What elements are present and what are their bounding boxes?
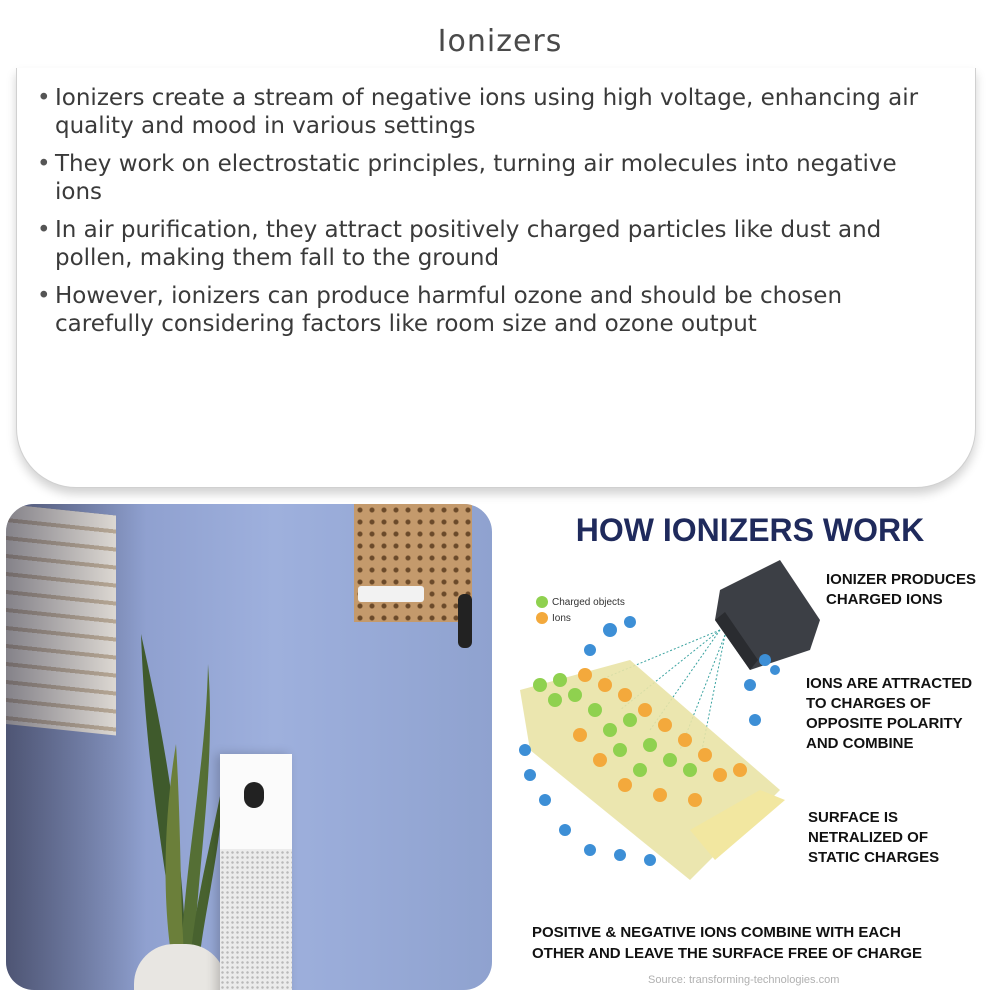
pegboard <box>354 504 472 622</box>
diagram-caption <box>532 922 962 964</box>
bullet-item: • However, ionizers can produce harmful ozone and should be chosen carefully considering factors like room size and ozone output <box>37 282 945 338</box>
summary-card <box>16 68 976 488</box>
legend-ions-label: Ions <box>552 612 571 624</box>
label-line: AND COMBINE <box>806 735 914 752</box>
label-line: OPPOSITE POLARITY <box>806 715 963 732</box>
legend-charged-label: Charged objects <box>552 596 625 608</box>
label-line: IONS ARE ATTRACTED <box>806 675 973 692</box>
diagram-title: HOW IONIZERS WORK <box>575 512 925 548</box>
page-title: Ionizers <box>437 24 563 59</box>
diagram-source: Source: transforming-technologies.com <box>648 974 840 986</box>
label-line: CHARGED IONS <box>826 591 943 608</box>
snake-plant <box>136 624 226 954</box>
caption-line: POSITIVE & NEGATIVE IONS COMBINE WITH EACH <box>532 924 901 941</box>
label-ionizer-produces <box>826 570 976 610</box>
label-line: STATIC CHARGES <box>808 849 940 866</box>
purifier-display <box>244 782 264 808</box>
room-photo <box>6 504 492 990</box>
label-line: TO CHARGES OF <box>806 695 931 712</box>
bullet-item: • Ionizers create a stream of negative ions using high voltage, enhancing air quality and mood in various settings <box>37 84 945 140</box>
label-surface-neutralized <box>808 808 939 868</box>
purifier-grille <box>220 850 292 990</box>
wall-shadow <box>6 504 146 990</box>
bullet-item: • They work on electrostatic principles, turning air molecules into negative ions <box>37 150 945 206</box>
air-purifier <box>220 754 292 990</box>
pegboard-shelf <box>358 586 424 602</box>
label-line: IONIZER PRODUCES <box>826 571 977 588</box>
hanging-cable <box>458 594 472 648</box>
ionizer-diagram <box>510 560 830 890</box>
label-line: NETRALIZED OF <box>808 829 928 846</box>
caption-line: OTHER AND LEAVE THE SURFACE FREE OF CHARGE <box>532 945 923 962</box>
label-ions-attracted <box>806 674 972 754</box>
bullet-list <box>17 68 975 338</box>
label-line: SURFACE IS <box>808 809 899 826</box>
ionizer-device-icon <box>715 560 820 670</box>
bullet-item: • In air purification, they attract positively charged particles like dust and pollen, making them fall to the ground <box>37 216 945 272</box>
